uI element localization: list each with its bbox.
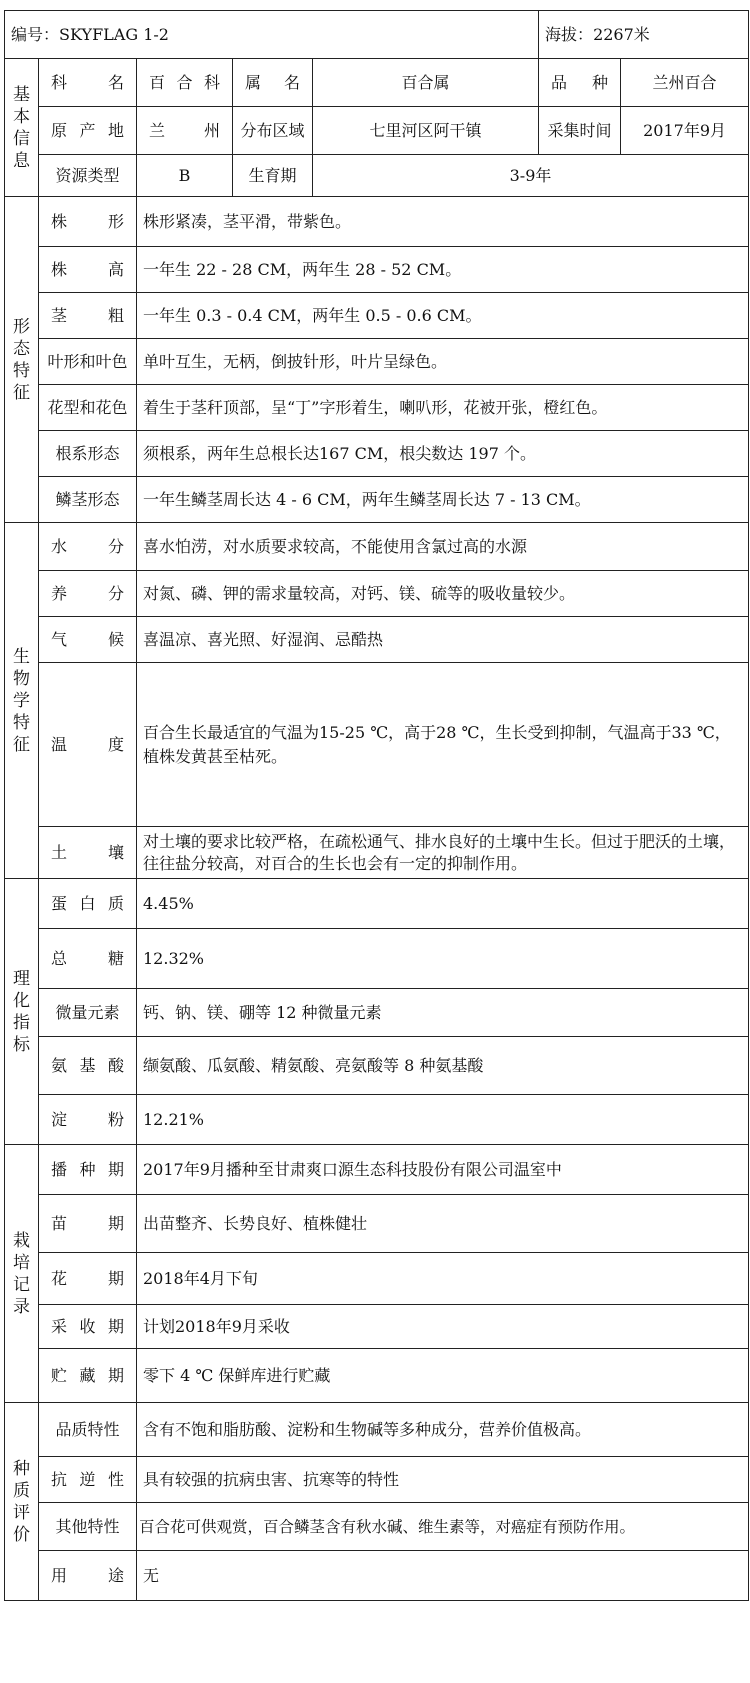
eval-value: 含有不饱和脂肪酸、淀粉和生物碱等多种成分，营养价值极高。 bbox=[137, 1403, 749, 1457]
section-morphology: 形态特征 bbox=[5, 197, 39, 523]
morph-label: 根系形态 bbox=[39, 431, 137, 477]
eval-value: 具有较强的抗病虫害、抗寒等的特性 bbox=[137, 1457, 749, 1503]
bio-label: 温 度 bbox=[39, 663, 137, 827]
section-physicochemical: 理化指标 bbox=[5, 879, 39, 1145]
bio-label: 气 候 bbox=[39, 617, 137, 663]
eval-value: 无 bbox=[137, 1551, 749, 1601]
germplasm-table bbox=[4, 10, 749, 1601]
collect-time-value: 2017年9月 bbox=[621, 107, 749, 155]
morph-label: 叶形和叶色 bbox=[39, 339, 137, 385]
collect-time-label: 采集时间 bbox=[539, 107, 621, 155]
altitude: 海拔：2267米 bbox=[539, 11, 749, 59]
eval-label: 品质特性 bbox=[39, 1403, 137, 1457]
morph-label: 鳞茎形态 bbox=[39, 477, 137, 523]
bio-value: 对氮、磷、钾的需求量较高，对钙、镁、硫等的吸收量较少。 bbox=[137, 571, 749, 617]
morph-value: 一年生鳞茎周长达 4 - 6 CM，两年生鳞茎周长达 7 - 13 CM。 bbox=[137, 477, 749, 523]
chem-value: 12.21% bbox=[137, 1095, 749, 1145]
chem-value: 钙、钠、镁、硼等 12 种微量元素 bbox=[137, 989, 749, 1037]
culti-value: 2018年4月下旬 bbox=[137, 1253, 749, 1305]
distribution-value: 七里河区阿干镇 bbox=[313, 107, 539, 155]
culti-label: 采收期 bbox=[39, 1305, 137, 1349]
chem-value: 12.32% bbox=[137, 929, 749, 989]
origin-value: 兰 州 bbox=[137, 107, 233, 155]
bio-value: 喜温凉、喜光照、好湿润、忌酷热 bbox=[137, 617, 749, 663]
resource-type-label: 资源类型 bbox=[39, 155, 137, 197]
bio-value: 喜水怕涝，对水质要求较高，不能使用含氯过高的水源 bbox=[137, 523, 749, 571]
culti-value: 2017年9月播种至甘肃爽口源生态科技股份有限公司温室中 bbox=[137, 1145, 749, 1195]
variety-value: 兰州百合 bbox=[621, 59, 749, 107]
morph-value: 一年生 0.3 - 0.4 CM，两年生 0.5 - 0.6 CM。 bbox=[137, 293, 749, 339]
growth-period-label: 生育期 bbox=[233, 155, 313, 197]
chem-label: 蛋白质 bbox=[39, 879, 137, 929]
germplasm-record-sheet bbox=[4, 10, 748, 1674]
growth-period-value: 3-9年 bbox=[313, 155, 749, 197]
chem-label: 总 糖 bbox=[39, 929, 137, 989]
section-evaluation: 种质评价 bbox=[5, 1403, 39, 1601]
chem-label: 氨基酸 bbox=[39, 1037, 137, 1095]
eval-label: 其他特性 bbox=[39, 1503, 137, 1551]
bio-label: 养 分 bbox=[39, 571, 137, 617]
genus-value: 百合属 bbox=[313, 59, 539, 107]
culti-label: 播种期 bbox=[39, 1145, 137, 1195]
bio-label: 水 分 bbox=[39, 523, 137, 571]
culti-value: 计划2018年9月采收 bbox=[137, 1305, 749, 1349]
genus-label: 属 名 bbox=[233, 59, 313, 107]
culti-value: 出苗整齐、长势良好、植株健壮 bbox=[137, 1195, 749, 1253]
morph-label: 株 形 bbox=[39, 197, 137, 247]
section-biology: 生物学特征 bbox=[5, 523, 39, 879]
chem-value: 缬氨酸、瓜氨酸、精氨酸、亮氨酸等 8 种氨基酸 bbox=[137, 1037, 749, 1095]
distribution-label: 分布区域 bbox=[233, 107, 313, 155]
morph-value: 一年生 22 - 28 CM，两年生 28 - 52 CM。 bbox=[137, 247, 749, 293]
culti-label: 苗 期 bbox=[39, 1195, 137, 1253]
bio-value: 百合生长最适宜的气温为15-25 ℃，高于28 ℃，生长受到抑制，气温高于33 ℃，植株发黄甚至枯死。 bbox=[137, 663, 749, 827]
record-id: 编号：SKYFLAG 1-2 bbox=[5, 11, 539, 59]
morph-label: 株 高 bbox=[39, 247, 137, 293]
section-cultivation: 栽培记录 bbox=[5, 1145, 39, 1403]
eval-label: 抗逆性 bbox=[39, 1457, 137, 1503]
eval-value: 百合花可供观赏，百合鳞茎含有秋水碱、维生素等，对癌症有预防作用。 bbox=[137, 1503, 749, 1551]
culti-label: 花 期 bbox=[39, 1253, 137, 1305]
culti-label: 贮藏期 bbox=[39, 1349, 137, 1403]
variety-label: 品 种 bbox=[539, 59, 621, 107]
section-basic-info: 基本信息 bbox=[5, 59, 39, 197]
chem-label: 淀 粉 bbox=[39, 1095, 137, 1145]
morph-value: 单叶互生，无柄，倒披针形，叶片呈绿色。 bbox=[137, 339, 749, 385]
eval-label: 用 途 bbox=[39, 1551, 137, 1601]
bio-label: 土 壤 bbox=[39, 827, 137, 879]
resource-type-value: B bbox=[137, 155, 233, 197]
chem-value: 4.45% bbox=[137, 879, 749, 929]
chem-label: 微量元素 bbox=[39, 989, 137, 1037]
morph-value: 株形紧凑，茎平滑，带紫色。 bbox=[137, 197, 749, 247]
morph-value: 着生于茎秆顶部，呈“丁”字形着生，喇叭形，花被开张，橙红色。 bbox=[137, 385, 749, 431]
culti-value: 零下 4 ℃ 保鲜库进行贮藏 bbox=[137, 1349, 749, 1403]
morph-label: 茎 粗 bbox=[39, 293, 137, 339]
morph-label: 花型和花色 bbox=[39, 385, 137, 431]
morph-value: 须根系，两年生总根长达167 CM，根尖数达 197 个。 bbox=[137, 431, 749, 477]
origin-label: 原产地 bbox=[39, 107, 137, 155]
family-label: 科 名 bbox=[39, 59, 137, 107]
bio-value: 对土壤的要求比较严格，在疏松通气、排水良好的土壤中生长。但过于肥沃的土壤，往往盐分较高，对百合的生长也会有一定的抑制作用。 bbox=[137, 827, 749, 879]
family-value: 百合科 bbox=[137, 59, 233, 107]
